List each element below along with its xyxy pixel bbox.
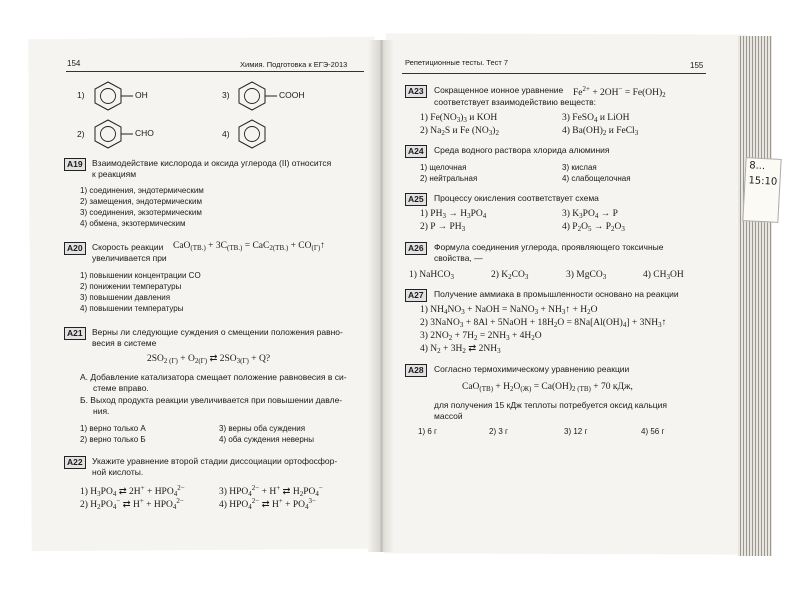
a20-option-4: 4) повышении температуры — [80, 304, 184, 313]
question-a21-text: Верны ли следующие суждения о смещении положения равно- — [92, 327, 343, 337]
a26-option-4: 4) $CH_3OH$ — [643, 270, 684, 281]
book-gutter — [368, 40, 394, 552]
question-a23-number: A23 — [405, 85, 427, 98]
right-header-rule — [402, 73, 706, 74]
a28-equation: $CaO_{(ТВ)} + H_2O_{(Ж)} = Ca(OH)_{2 (ТВ)} + 70$ кДж, — [462, 382, 633, 393]
question-a23-text-2: соответствует взаимодействию веществ: — [434, 97, 597, 107]
a25-option-1: 1) $PH_3 \to H_3PO_4$ — [420, 209, 487, 220]
question-a27-text: Получение аммиака в промышленности основано на реакции — [434, 289, 679, 299]
a28-text-2: для получения 15 кДж теплоты потребуется оксид кальция — [434, 400, 668, 410]
left-header-rule — [66, 71, 364, 72]
question-a20-text-2: увеличивается при — [92, 253, 167, 263]
a22-option-2: 2) $H_2PO_4^-$ ⇄ $H^+ + HPO_4^{2-}$ — [80, 497, 184, 511]
a21-option-3: 3) верны оба суждения — [219, 424, 306, 433]
a20-equation: $CaO_{(ТВ.)} + 3C_{(ТВ.)} = CaC_{2(ТВ.)}$ + $CO_{(Г)}↑$ — [173, 241, 325, 252]
question-a26-text-2: свойства, — — [434, 253, 483, 263]
tab-note-line1: 8... — [748, 160, 766, 173]
a25-option-3: 3) $K_3PO_4 \to P$ — [562, 209, 618, 220]
question-a24-number: A24 — [405, 145, 427, 158]
a21-statement-a: А. Добавление катализатора смещает положение равновесия в си- — [80, 372, 347, 382]
a26-option-3: 3) MgCO$_3$ — [566, 270, 607, 281]
a26-option-1: 1) NaHCO$_3$ — [409, 270, 454, 281]
question-a24-text: Среда водного раствора хлорида алюминия — [434, 145, 610, 155]
a21-option-4: 4) оба суждения неверны — [219, 435, 314, 444]
a24-option-3: 3) кислая — [562, 163, 597, 172]
a23-option-4: 4) $Ba(OH)_2$ и FeCl$_3$ — [562, 126, 639, 137]
question-a21-text-2: весия в системе — [92, 338, 157, 348]
a28-option-2: 2) 3 г — [489, 427, 508, 436]
a28-text-3: массой — [434, 411, 463, 421]
a21-option-1: 1) верно только А — [80, 424, 146, 433]
question-a19-number: A19 — [64, 158, 86, 171]
structure-3-number: 3) — [222, 90, 230, 100]
a19-option-3: 3) соединения, экзотермическим — [80, 208, 202, 217]
a27-option-1: 1) $NH_4NO_3$ + NaOH = NaNO$_3$ + $NH_3↑ + H_2O$ — [420, 305, 598, 316]
a22-option-1: 1) $H_3PO_4$ ⇄ $2H^+ + HPO_4^{2-}$ — [80, 484, 185, 498]
question-a22-number: A22 — [64, 456, 86, 469]
question-a22-text-2: ной кислоты. — [92, 467, 144, 477]
a24-option-4: 4) слабощелочная — [562, 174, 631, 183]
a27-option-2: 2) 3NaNO$_3$ + 8Al + 5NaOH + $18H_2O = 8Na[Al(OH)_4]$ + $3NH_3↑$ — [420, 318, 667, 329]
question-a23-text: Сокращенное ионное уравнение — [434, 85, 564, 95]
left-page-number: 154 — [67, 59, 81, 68]
tab-note-line2: 15:10 — [748, 175, 778, 188]
structure-1-number: 1) — [77, 90, 85, 100]
a20-option-2: 2) понижении температуры — [80, 282, 182, 291]
question-a26-number: A26 — [405, 242, 427, 255]
question-a28-text: Согласно термохимическому уравнению реакции — [434, 364, 630, 374]
question-a26-text: Формула соединения углерода, проявляющего токсичные — [434, 242, 664, 252]
paper-tab-note — [742, 157, 781, 223]
a21-option-2: 2) верно только Б — [80, 435, 146, 444]
structure-2-group: CHO — [135, 128, 154, 138]
page-edges — [738, 36, 772, 556]
a28-option-3: 3) 12 г — [564, 427, 588, 436]
a19-option-4: 4) обмена, экзотермическим — [80, 219, 186, 228]
question-a21-number: A21 — [64, 327, 86, 340]
a22-option-4: 4) $HPO_4^{2-}$ ⇄ $H^+ + PO_4^{3-}$ — [219, 497, 316, 511]
question-a27-number: A27 — [405, 289, 427, 302]
a19-option-1: 1) соединения, эндотермическим — [80, 186, 204, 195]
a23-option-1: 1) $Fe(NO_3)_3$ и KOH — [420, 113, 498, 124]
a22-option-3: 3) $HPO_4^{2-} + H^+$ ⇄ $H_2PO_4^-$ — [219, 484, 323, 498]
benzene-structure — [237, 118, 271, 150]
a23-equation: $Fe^{2+} + 2OH^- = Fe(OH)_2$ — [573, 85, 666, 99]
a21-statement-b-2: ния. — [93, 406, 110, 416]
a28-option-4: 4) 56 г — [641, 427, 665, 436]
a28-option-1: 1) 6 г — [418, 427, 437, 436]
question-a25-text: Процессу окисления соответствует схема — [434, 193, 599, 203]
left-running-header: Химия. Подготовка к ЕГЭ-2013 — [240, 60, 348, 69]
question-a19-text-2: к реакциям — [92, 169, 137, 179]
a20-option-1: 1) повышении концентрации CO — [80, 271, 201, 280]
right-page-number: 155 — [690, 61, 704, 70]
question-a20-number: A20 — [64, 242, 86, 255]
a24-option-2: 2) нейтральная — [420, 174, 478, 183]
right-running-header: Репетиционные тесты. Тест 7 — [405, 58, 509, 67]
question-a19-text: Взаимодействие кислорода и оксида углерода (II) относится — [92, 158, 332, 168]
question-a22-text: Укажите уравнение второй стадии диссоциации ортофосфор- — [92, 456, 338, 466]
structure-1-group: OH — [135, 90, 148, 100]
a24-option-1: 1) щелочная — [420, 163, 467, 172]
a23-option-3: 3) FeSO$_4$ и LiOH — [562, 113, 630, 124]
a25-option-2: 2) $P \to PH_3$ — [420, 222, 466, 233]
a26-option-2: 2) $K_2CO_3$ — [491, 270, 529, 281]
question-a20-text: Скорость реакции — [92, 242, 164, 252]
a20-option-3: 3) повышении давления — [80, 293, 171, 302]
question-a25-number: A25 — [405, 193, 427, 206]
a21-equation: $2SO_{2 (Г)} + O_{2(Г)}$ ⇄ $2SO_{3(Г)} + Q$? — [147, 354, 271, 365]
structure-2-number: 2) — [77, 129, 85, 139]
question-a28-number: A28 — [405, 364, 427, 377]
a23-option-2: 2) $Na_2S$ и Fe $(NO_3)_2$ — [420, 126, 499, 137]
a27-option-4: 4) $N_2 + 3H_2$ ⇄ $2NH_3$ — [420, 344, 501, 355]
structure-3-group: COOH — [279, 90, 305, 100]
a25-option-4: 4) $P_2O_5 \to P_2O_3$ — [562, 222, 625, 233]
a27-option-3: 3) $2NO_2 + 7H_2 = 2NH_3 + 4H_2O$ — [420, 331, 542, 342]
a19-option-2: 2) замещения, эндотермическим — [80, 197, 202, 206]
structure-4-number: 4) — [222, 129, 230, 139]
a21-statement-a-2: стеме вправо. — [93, 383, 149, 393]
a21-statement-b: Б. Выход продукта реакции увеличивается при повышении давле- — [80, 395, 343, 405]
